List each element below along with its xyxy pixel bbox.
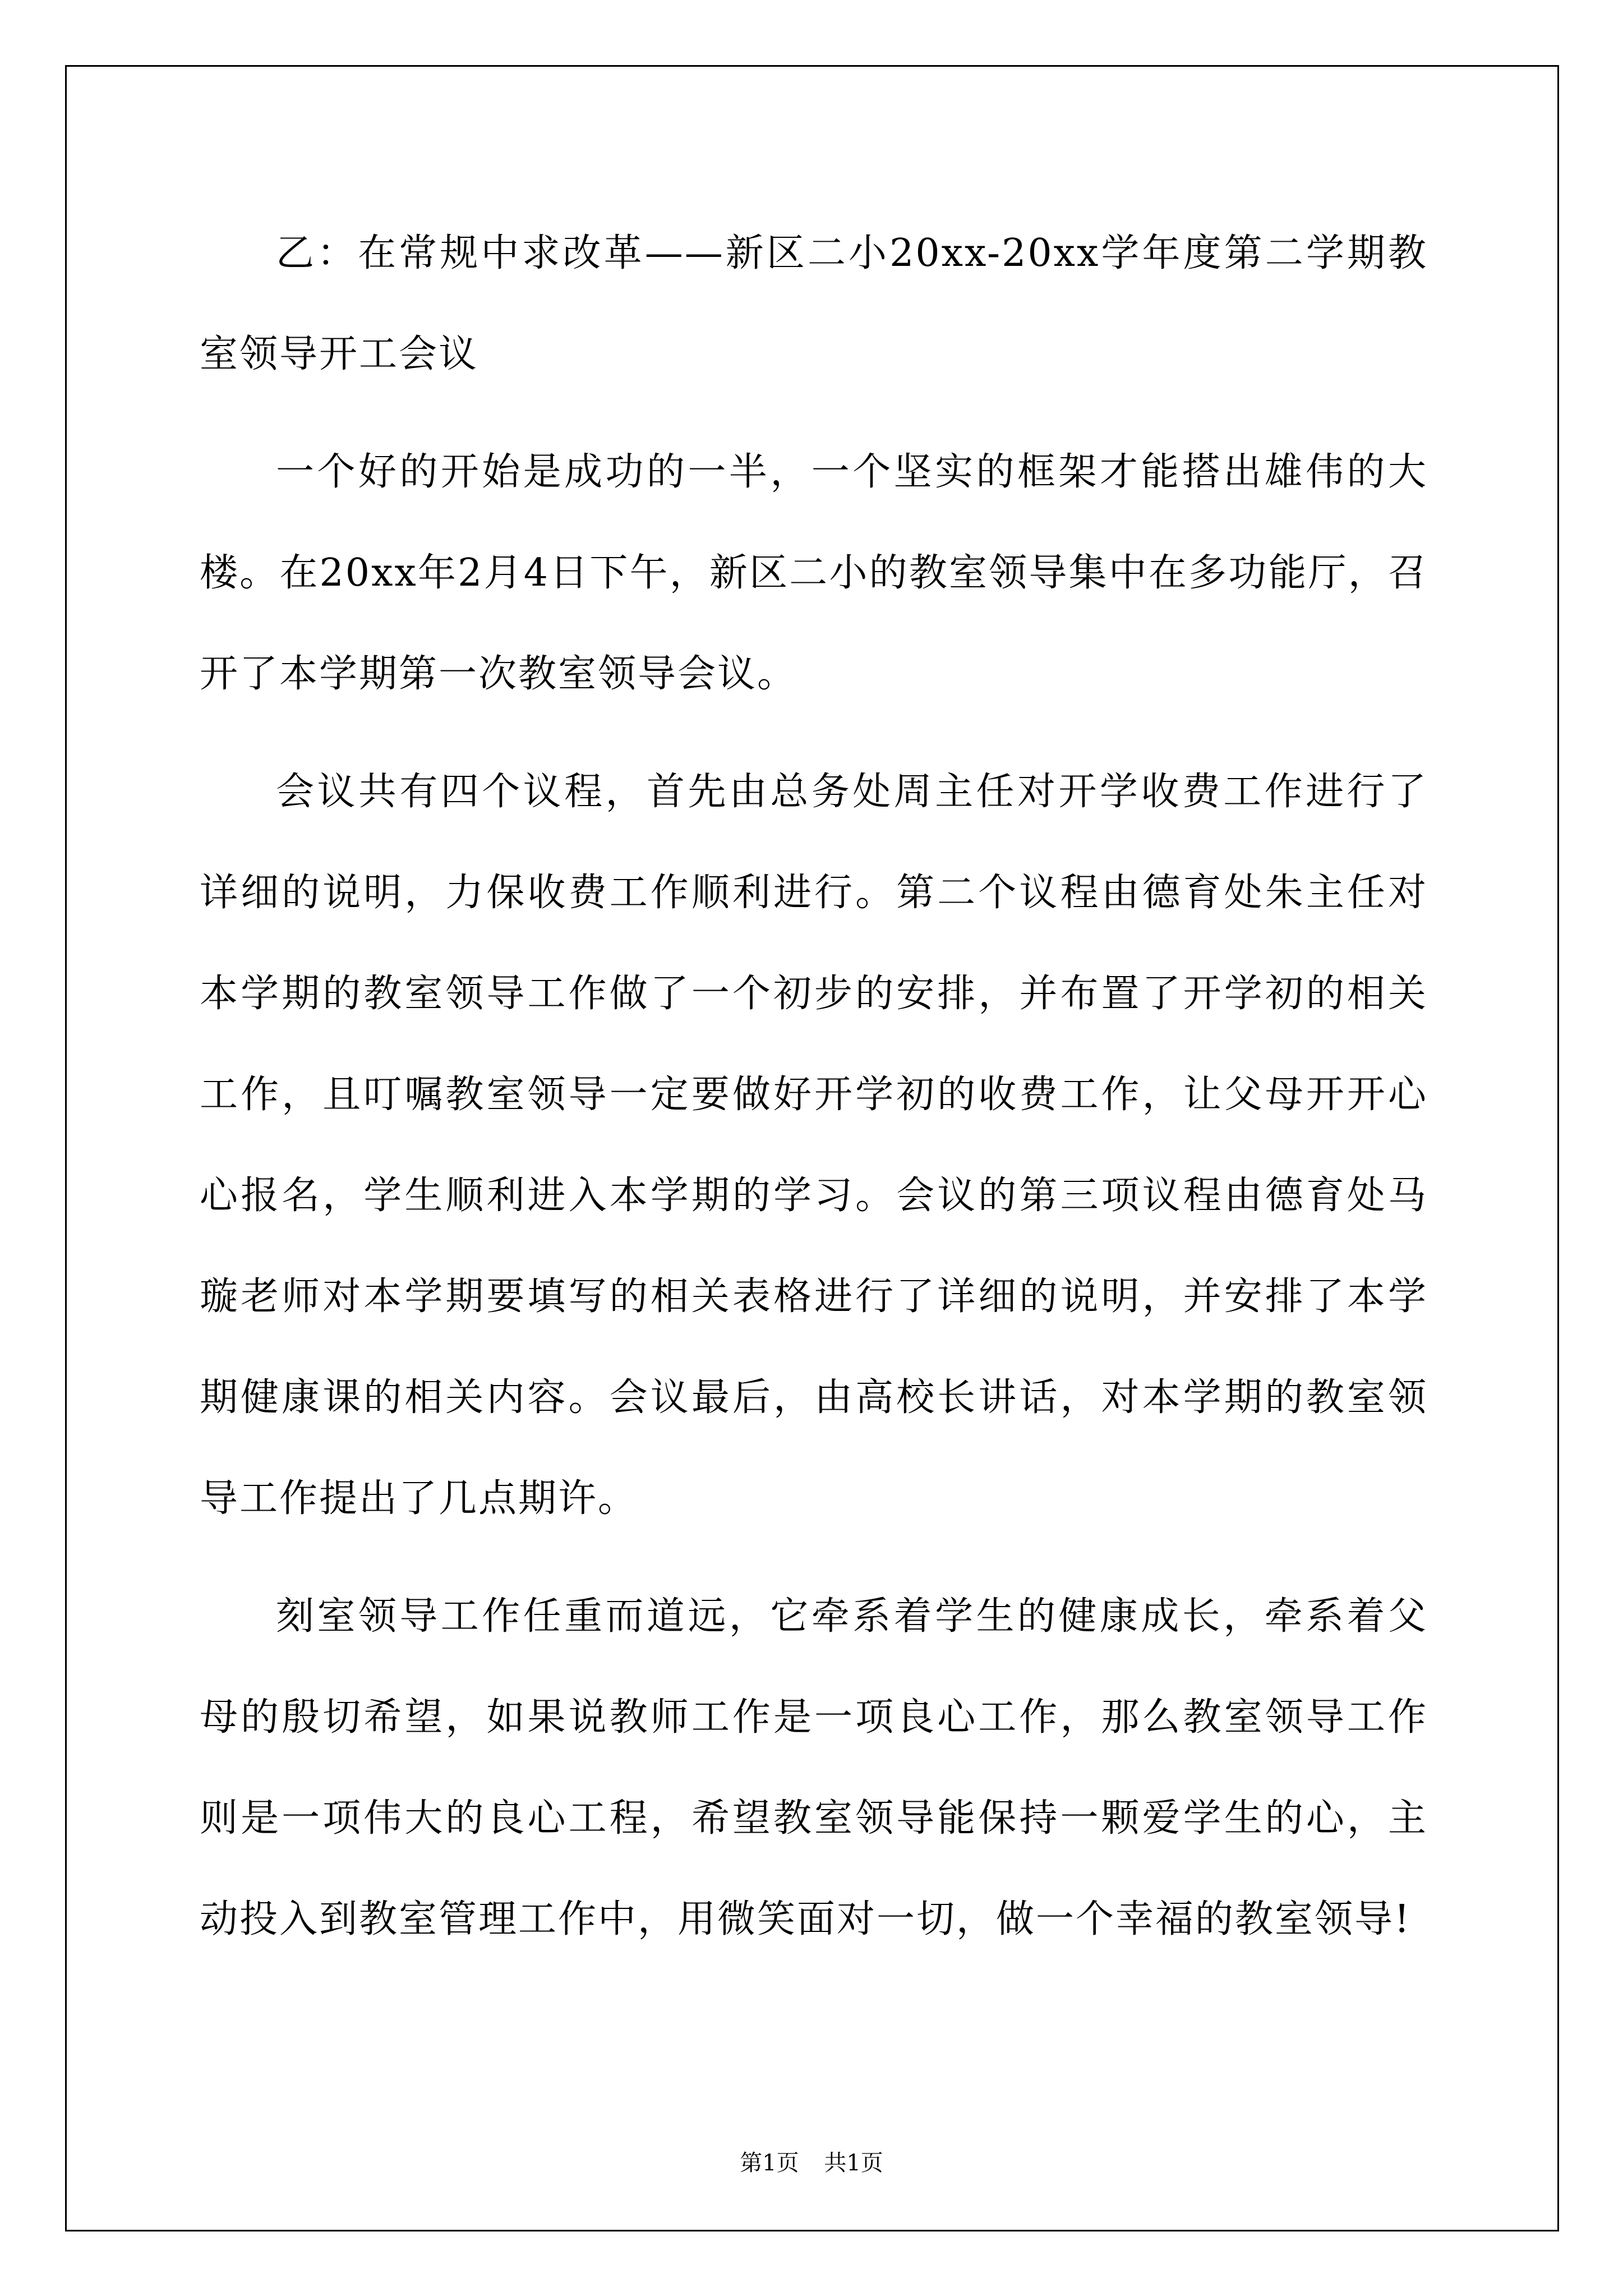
page-total: 共1页 [824, 2150, 883, 2176]
page-number: 第1页 [740, 2150, 799, 2176]
document-title-paragraph: 乙：在常规中求改革——新区二小20xx-20xx学年度第二学期教室领导开工会议 [200, 231, 1428, 376]
page-footer [0, 2146, 1623, 2180]
body-paragraph: 一个好的开始是成功的一半，一个坚实的框架才能搭出雄伟的大楼。在20xx年2月4日下午，新区二小的教室领导集中在多功能厅，召开了本学期第一次教室领导会议。 [200, 450, 1428, 696]
body-paragraph: 刻室领导工作任重而道远，它牵系着学生的健康成长，牵系着父母的殷切希望，如果说教师工作是一项良心工作，那么教室领导工作则是一项伟大的良心工程，希望教室领导能保持一颗爱学生的心，主动投入到教室管理工作中，用微笑面对一切，做一个幸福的教室领导! [200, 1594, 1428, 1941]
body-paragraph: 会议共有四个议程，首先由总务处周主任对开学收费工作进行了详细的说明，力保收费工作顺利进行。第二个议程由德育处朱主任对本学期的教室领导工作做了一个初步的安排，并布置了开学初的相关工作，且叮嘱教室领导一定要做好开学初的收费工作，让父母开开心心报名，学生顺利进入本学期的学习。会议的第三项议程由德育处马璇老师对本学期要填写的相关表格进行了详细的说明，并安排了本学期健康课的相关内容。会议最后，由高校长讲话，对本学期的教室领导工作提出了几点期许。 [200, 770, 1428, 1521]
